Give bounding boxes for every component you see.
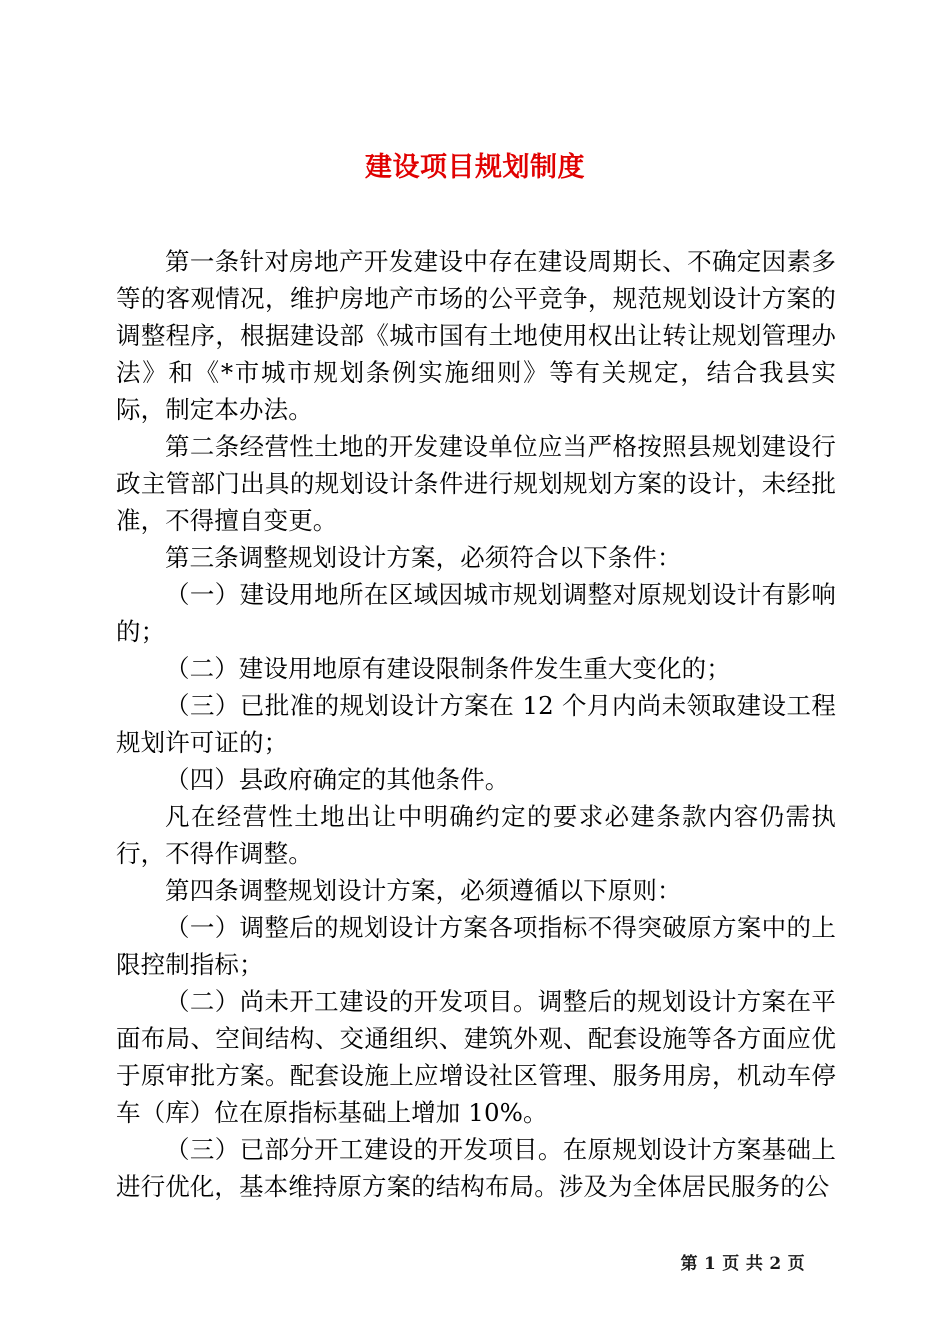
list-item: （二）尚未开工建设的开发项目。调整后的规划设计方案在平面布局、空间结构、交通组织、建筑外观、配套设施等各方面应优于原审批方案。配套设施上应增设社区管理、服务用房，机动车停车（库）位在原指标基础上增加 10%。 <box>116 987 836 1127</box>
list-item: （一）建设用地所在区域因城市规划调整对原规划设计有影响的； <box>116 580 836 646</box>
document-body <box>116 243 836 1205</box>
paragraph: 第二条经营性土地的开发建设单位应当严格按照县规划建设行政主管部门出具的规划设计条件进行规划规划方案的设计，未经批准，不得擅自变更。 <box>116 432 836 535</box>
page-title: 建设项目规划制度 <box>365 152 585 184</box>
paragraph: 第一条针对房地产开发建设中存在建设周期长、不确定因素多等的客观情况，维护房地产市场的公平竞争，规范规划设计方案的调整程序，根据建设部《城市国有土地使用权出让转让规划管理办法》和《*市城市规划条例实施细则》等有关规定，结合我县实际，制定本办法。 <box>116 247 836 424</box>
page-footer: 第 1 页 共 2 页 <box>680 1254 805 1274</box>
paragraph: 第三条调整规划设计方案，必须符合以下条件： <box>165 543 682 572</box>
paragraph: 第四条调整规划设计方案，必须遵循以下原则： <box>165 876 682 905</box>
list-item: （二）建设用地原有建设限制条件发生重大变化的； <box>165 654 731 683</box>
list-item: （三）已部分开工建设的开发项目。在原规划设计方案基础上进行优化，基本维持原方案的结构布局。涉及为全体居民服务的公 <box>116 1135 836 1201</box>
list-item: （三）已批准的规划设计方案在 12 个月内尚未领取建设工程规划许可证的； <box>116 691 836 757</box>
list-item: （四）县政府确定的其他条件。 <box>165 765 510 794</box>
list-item: （一）调整后的规划设计方案各项指标不得突破原方案中的上限控制指标； <box>116 913 836 979</box>
paragraph: 凡在经营性土地出让中明确约定的要求必建条款内容仍需执行，不得作调整。 <box>116 802 836 868</box>
